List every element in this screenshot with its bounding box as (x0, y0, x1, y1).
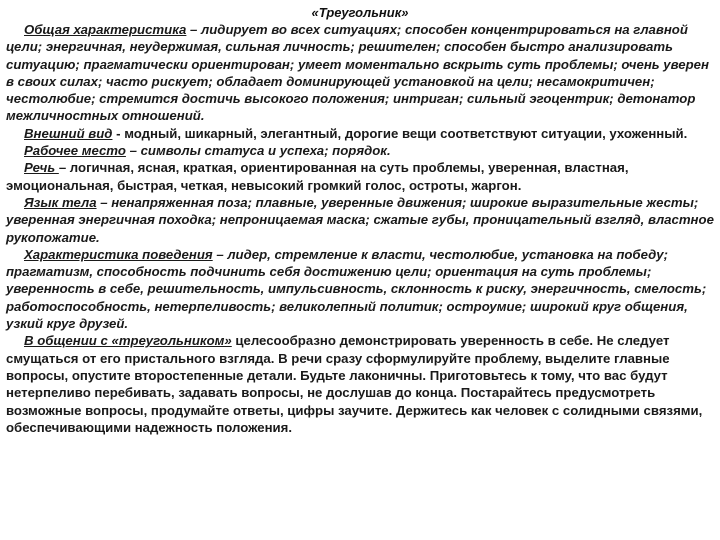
paragraph-behavior-text: – лидер, стремление к власти, честолюбие, установка на победу; прагматизм, способность подчинить себя достижению цели; ориентация на суть проблемы; уверенность в себе, решительность, импульсивность, склонность к риску, энергичность, смелость; работоспособность, нетерпеливость; великолепный политик; остроумие; широкий круг общения, узкий круг друзей. (6, 246, 707, 332)
paragraph-body-language-text: – ненапряженная поза; плавные, уверенные движения; широкие выразительные жесты; уверенная энергичная походка; непроницаемая маска; сжатые губы, проницательный взгляд, властное рукопожатие. (6, 194, 714, 245)
paragraph-behavior-lead: Характеристика поведения (24, 246, 213, 262)
document-title: «Треугольник» (311, 5, 409, 20)
paragraph-speech-lead: Речь (24, 160, 59, 176)
paragraph-body-language (6, 194, 714, 246)
paragraph-communication-lead: В общении с «треугольником» (24, 333, 232, 349)
paragraph-body-language-lead: Язык тела (24, 194, 97, 210)
paragraph-workplace (6, 142, 714, 159)
paragraph-general-text: – лидирует во всех ситуациях; способен концентрироваться на главной цели; энергичная, неудержимая, сильная личность; решителен; способен быстро анализировать ситуацию; прагматически ориентирован; умеет моментально вскрыть суть проблемы; очень уверен в своих силах; часто рискует; обладает доминирующей установкой на цели; несамокритичен; честолюбие; стремится достичь высокого положения; интриган; сильный эгоцентрик; детонатор межличностных отношений. (6, 22, 709, 124)
paragraph-speech-text: – логичная, ясная, краткая, ориентированная на суть проблемы, уверенная, властная, эмоциональная, быстрая, четкая, невысокий громкий голос, остроты, жаргон. (6, 160, 629, 193)
paragraph-behavior (6, 246, 714, 332)
paragraph-appearance (6, 125, 714, 142)
paragraph-general-lead: Общая характеристика (24, 22, 187, 37)
paragraph-workplace-text: – символы статуса и успеха; порядок. (125, 143, 391, 159)
paragraph-appearance-text: - модный, шикарный, элегантный, дорогие вещи соответствуют ситуации, ухоженный. (112, 125, 688, 141)
paragraph-speech (6, 159, 714, 194)
paragraph-communication-text: целесообразно демонстрировать уверенность в себе. Не следует смущаться от его пристального взгляда. В речи сразу сформулируйте проблему, выделите главные вопросы, опустите второстепенные детали. Будьте лаконичны. Приготовьтесь к тому, что вас будут нетерпеливо перебивать, задавать вопросы, не дослушав до конца. Постарайтесь предусмотреть возможные вопросы, продумайте ответы, цифры заучите. Держитесь как человек с солидными связями, обеспечивающими надежность положения. (6, 333, 703, 435)
paragraph-communication (6, 332, 714, 436)
paragraph-appearance-lead: Внешний вид (24, 125, 113, 141)
paragraph-general (6, 21, 714, 125)
paragraph-workplace-lead: Рабочее место (24, 143, 126, 159)
